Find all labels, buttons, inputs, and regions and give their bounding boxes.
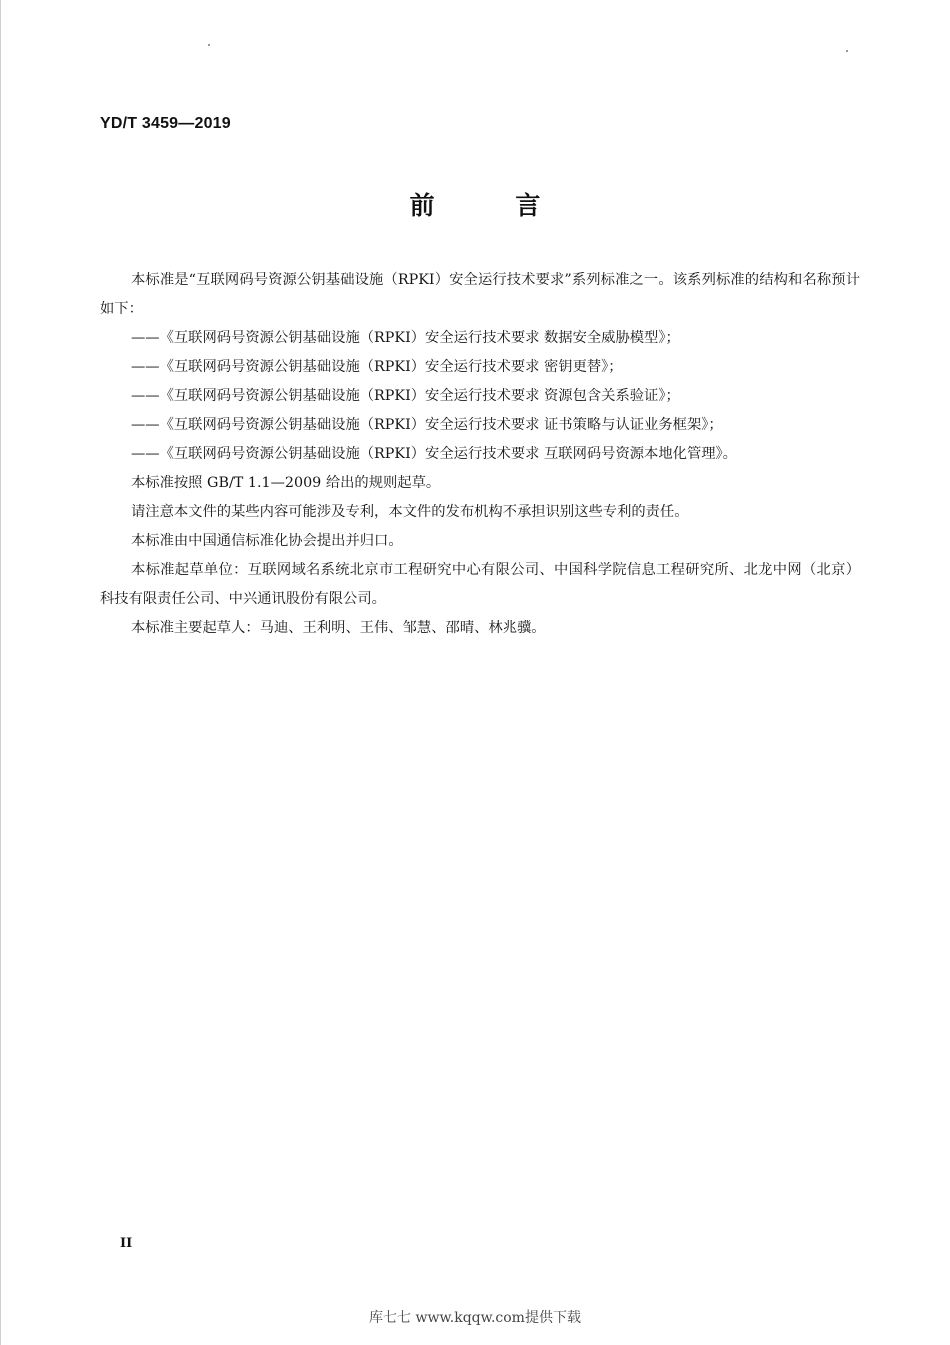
series-item: ——《互联网码号资源公钥基础设施（RPKI）安全运行技术要求 密钥更替》； [131, 359, 623, 375]
drafters-paragraph: 本标准主要起草人：马迪、王利明、王伟、邹慧、邵晴、林兆骥。 [131, 620, 546, 636]
drafting-rules-paragraph: 本标准按照 GB/T 1.1—2009 给出的规则起草。 [131, 475, 441, 491]
scan-speck [846, 50, 848, 52]
section-title: 前 言 [409, 191, 577, 220]
proposer-paragraph: 本标准由中国通信标准化协会提出并归口。 [131, 533, 403, 549]
foreword-body [100, 266, 860, 643]
scan-speck [208, 44, 210, 46]
series-item: ——《互联网码号资源公钥基础设施（RPKI）安全运行技术要求 证书策略与认证业务框架》； [131, 417, 723, 433]
intro-paragraph: 本标准是“互联网码号资源公钥基础设施（RPKI）安全运行技术要求”系列标准之一。该系列标准的结构和名称预计如下： [100, 272, 860, 317]
series-item: ——《互联网码号资源公钥基础设施（RPKI）安全运行技术要求 数据安全威胁模型》； [131, 330, 680, 346]
series-item: ——《互联网码号资源公钥基础设施（RPKI）安全运行技术要求 互联网码号资源本地化管理》。 [131, 446, 737, 462]
drafting-units-paragraph: 本标准起草单位：互联网域名系统北京市工程研究中心有限公司、中国科学院信息工程研究所、北龙中网（北京）科技有限责任公司、中兴通讯股份有限公司。 [100, 562, 860, 607]
download-watermark: 库七七 www.kqqw.com提供下载 [369, 1310, 581, 1326]
page-number: II [120, 1236, 133, 1251]
document-code: YD/T 3459—2019 [100, 115, 231, 132]
patent-notice-paragraph: 请注意本文件的某些内容可能涉及专利，本文件的发布机构不承担识别这些专利的责任。 [131, 504, 689, 520]
series-item: ——《互联网码号资源公钥基础设施（RPKI）安全运行技术要求 资源包含关系验证》； [131, 388, 680, 404]
